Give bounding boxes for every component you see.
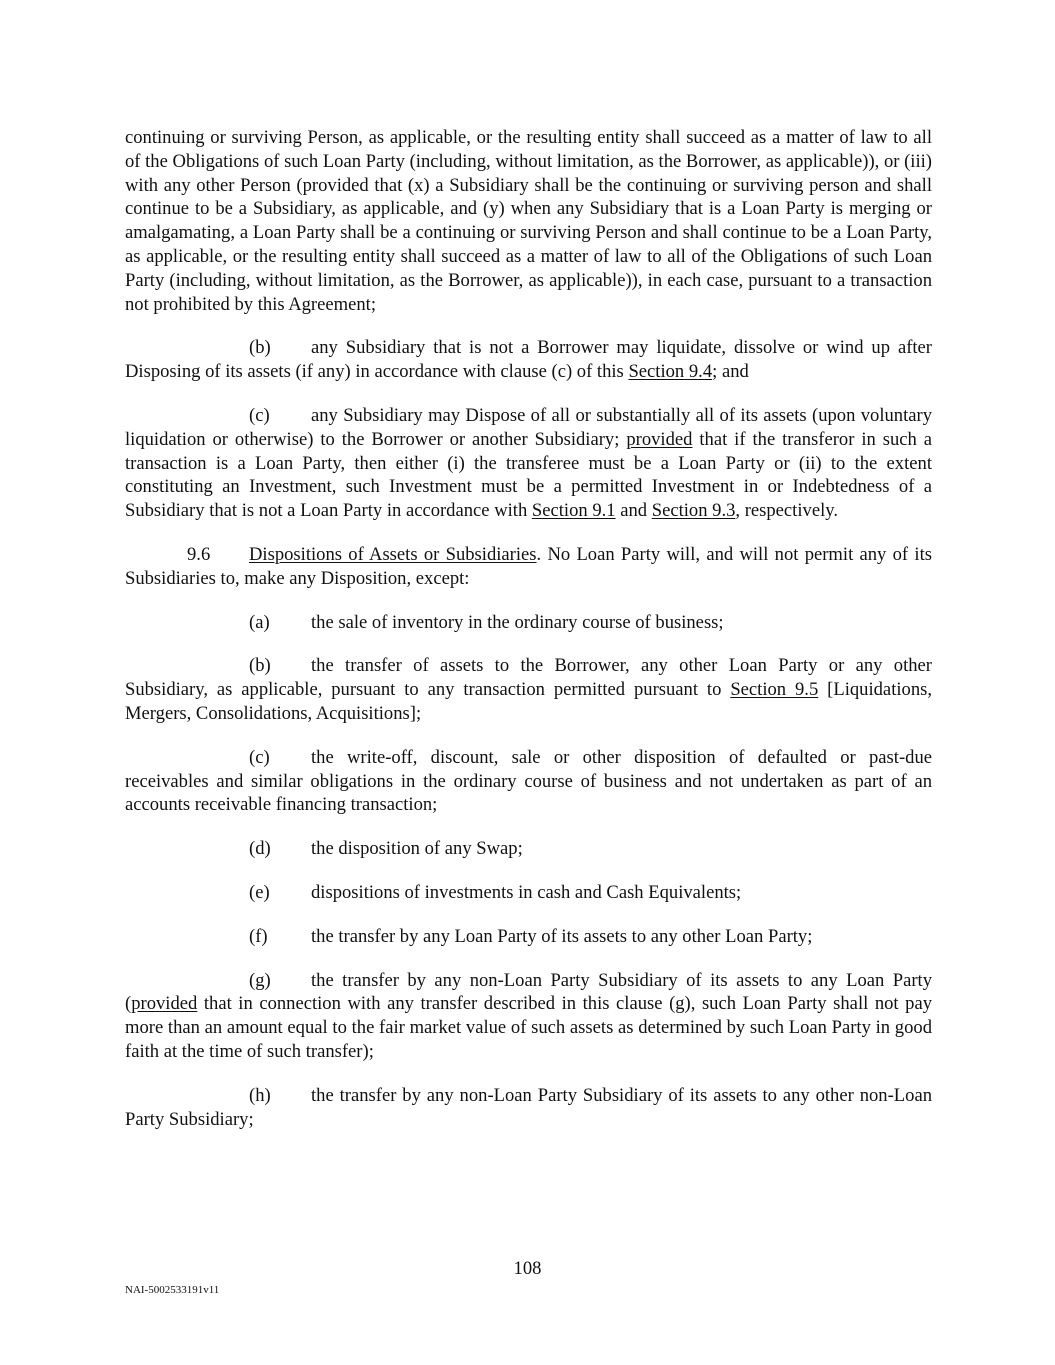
clause-text: any Subsidiary that is not a Borrower may liquidate, dissolve or wind up after Disposing of its assets (if any) in accordance with clause (c) of this — [125, 337, 932, 383]
section-9-6 — [125, 543, 932, 591]
clause-text-end: that in connection with any transfer described in this clause (g), such Loan Party shall not pay more than an amount equal to the fair market value of such assets as determined by such Loan Party in good faith at the time of such transfer); — [125, 993, 932, 1062]
clause-label: (c) — [249, 746, 270, 768]
section-9-1-link: Section 9.1 — [531, 500, 616, 522]
clause-text: the sale of inventory in the ordinary course of business; — [311, 611, 724, 633]
page-number: 108 — [513, 1258, 542, 1279]
clause-text: the write-off, discount, sale or other disposition of defaulted or past-due receivables and similar obligations in the ordinary course of business and not undertaken as part of an accounts receivable financing transaction; — [125, 746, 932, 816]
clause-text-middle: that if the transferor in such a transaction is a Loan Party, then either (i) the transferee must be a Loan Party or (ii) to the extent constituting an Investment, such Investment must be a permitted Investment in or Indebtedness of a Subsidiary that is not a Loan Party in accordance with — [125, 428, 932, 522]
clause-9-5-c — [125, 404, 932, 523]
clause-label: (b) — [249, 655, 271, 677]
clause-text: dispositions of investments in cash and Cash Equivalents; — [311, 881, 742, 903]
provided-term: provided — [131, 993, 198, 1015]
document-body — [125, 126, 932, 1151]
clause-label: (g) — [249, 969, 271, 991]
section-9-5-link: Section 9.5 — [730, 679, 819, 701]
clause-9-5-b — [125, 336, 932, 384]
clause-9-6-e — [125, 881, 932, 905]
clause-text-end: , respectively. — [735, 500, 838, 522]
clause-9-6-b — [125, 654, 932, 725]
clause-9-6-a — [125, 611, 932, 635]
clause-label: (b) — [249, 337, 271, 359]
clause-9-6-c — [125, 746, 932, 817]
clause-9-6-h — [125, 1084, 932, 1132]
provided-term: provided — [626, 428, 693, 450]
clause-text: the transfer by any non-Loan Party Subsidiary of its assets to any Loan Party ( — [125, 969, 932, 1015]
clause-label: (f) — [249, 925, 268, 947]
clause-text: the transfer by any non-Loan Party Subsidiary of its assets to any other non-Loan Party Subsidiary; — [125, 1084, 932, 1130]
clause-label: (e) — [249, 881, 270, 903]
clause-text: the disposition of any Swap; — [311, 838, 523, 860]
document-id: NAI-5002533191v11 — [125, 1284, 220, 1296]
clause-text: any Subsidiary may Dispose of all or substantially all of its assets (upon voluntary liquidation or otherwise) to the Borrower or another Subsidiary; — [125, 404, 932, 450]
section-heading: Dispositions of Assets or Subsidiaries — [249, 543, 537, 565]
clause-text-and: and — [615, 500, 652, 522]
paragraph-continuation: continuing or surviving Person, as applicable, or the resulting entity shall succeed as a matter of law to all of the Obligations of such Loan Party (including, without limitation, as the Borrower, as applicable)), or (iii) with any other Person (provided that (x) a Subsidiary shall be the continuing or surviving person and shall continue to be a Subsidiary, as applicable, and (y) when any Subsidiary that is a Loan Party is merging or amalgamating, a Loan Party shall be a continuing or surviving Person and shall continue to be a Loan Party, as applicable, or the resulting entity shall succeed as a matter of law to all of the Obligations of such Loan Party (including, without limitation, as the Borrower, as applicable)), in each case, pursuant to a transaction not prohibited by this Agreement; — [125, 127, 932, 315]
clause-label: (a) — [249, 611, 270, 633]
section-number: 9.6 — [187, 543, 211, 565]
clause-text-end: [Liquidations, Mergers, Consolidations, Acquisitions]; — [125, 679, 932, 724]
section-9-3-link: Section 9.3 — [651, 500, 736, 522]
clause-text: the transfer of assets to the Borrower, any other Loan Party or any other Subsidiary, as applicable, pursuant to any transaction permitted pursuant to — [125, 655, 932, 701]
clause-label: (c) — [249, 404, 270, 426]
section-9-4-link: Section 9.4 — [628, 361, 713, 383]
clause-label: (d) — [249, 838, 271, 860]
clause-text-end: ; and — [712, 361, 749, 383]
clause-9-6-d — [125, 837, 932, 861]
clause-text: the transfer by any Loan Party of its assets to any other Loan Party; — [311, 925, 813, 947]
clause-label: (h) — [249, 1084, 271, 1106]
clause-9-6-f — [125, 925, 932, 949]
clause-9-6-g — [125, 969, 932, 1064]
section-text: . No Loan Party will, and will not permit any of its Subsidiaries to, make any Disposition, except: — [125, 543, 932, 589]
